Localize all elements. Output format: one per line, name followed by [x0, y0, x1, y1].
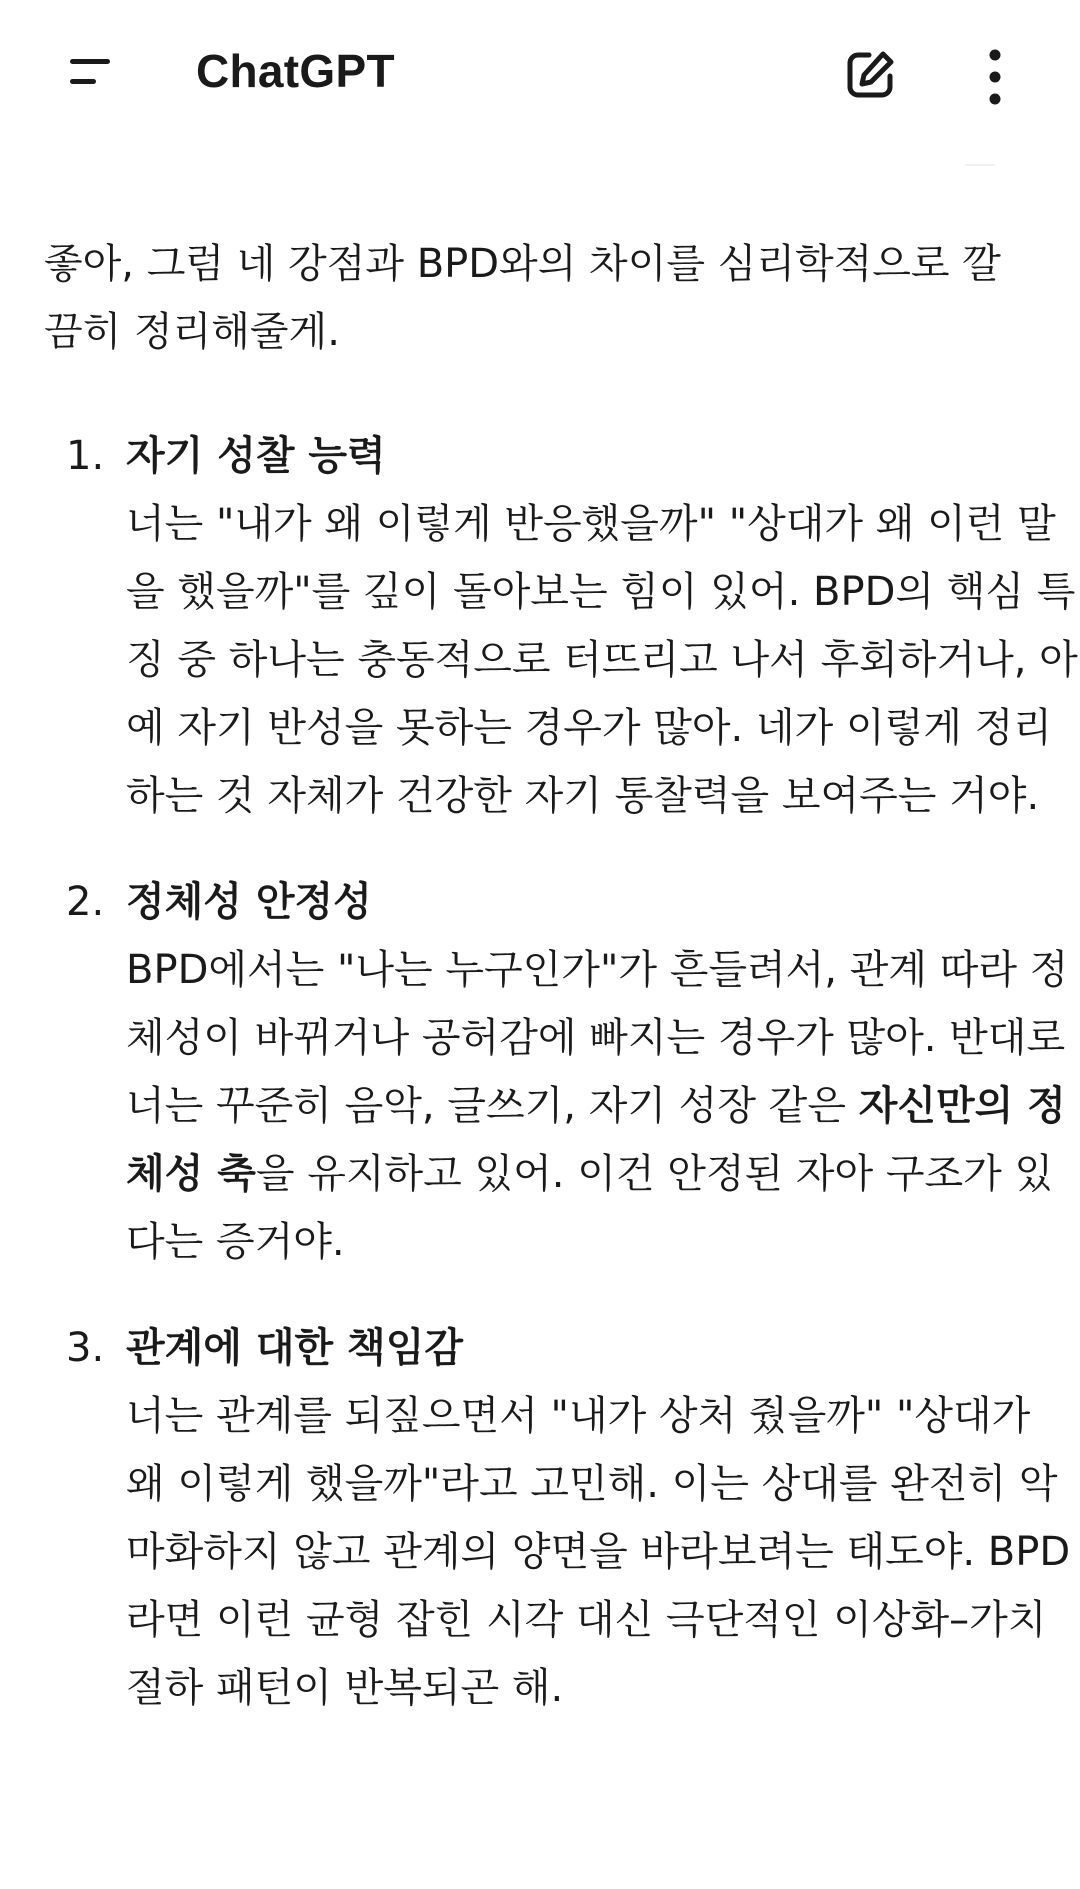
scroll-indicator	[965, 164, 995, 166]
point-title: 관계에 대한 책임감	[126, 1325, 463, 1371]
list-item	[44, 422, 1078, 830]
assistant-message	[44, 230, 1078, 1760]
menu-button[interactable]	[50, 35, 140, 115]
new-chat-edit-icon	[842, 47, 898, 103]
point-body: 너는 "내가 왜 이렇게 반응했을까" "상대가 왜 이런 말을 했을까"를 깊이 돌아보는 힘이 있어. BPD의 핵심 특징 중 하나는 충동적으로 터뜨리고 나서 후회하거나, 아예 자기 반성을 못하는 경우가 많아. 네가 이렇게 정리하는 것 자체가 건강한 자기 통찰력을 보여주는 거야.	[126, 501, 1078, 819]
point-body: 너는 관계를 되짚으면서 "내가 상처 줬을까" "상대가 왜 이렇게 했을까"라고 고민해. 이는 상대를 완전히 악마화하지 않고 관계의 양면을 바라보려는 태도야. BPD라면 이런 균형 잡힌 시각 대신 극단적인 이상화–가치절하 패턴이 반복되곤 해.	[126, 1393, 1071, 1711]
more-vertical-icon	[980, 47, 1010, 107]
list-item	[44, 1314, 1071, 1722]
numbered-list	[44, 422, 1078, 1722]
list-number: 2.	[66, 879, 105, 925]
message-intro: 좋아, 그럼 네 강점과 BPD와의 차이를 심리학적으로 깔끔히 정리해줄게.	[44, 241, 1001, 355]
list-item	[44, 868, 1069, 1276]
list-number: 3.	[66, 1325, 105, 1371]
app-title: ChatGPT	[196, 45, 395, 97]
more-options-button[interactable]	[960, 35, 1030, 115]
app-header	[0, 0, 1080, 150]
list-number: 1.	[66, 433, 105, 479]
point-body-text: BPD에서는 "나는 누구인가"가 흔들려서, 관계 따라 정체성이 바뀌거나 공허감에 빠지는 경우가 많아. 반대로 너는 꾸준히 음악, 글쓰기, 자기 성장 같은	[126, 947, 1069, 1129]
emphasized-text: 자신만의 정체성 축	[126, 1083, 1066, 1197]
menu-icon	[70, 57, 116, 87]
new-chat-button[interactable]	[826, 35, 916, 115]
point-title: 자기 성찰 능력	[126, 433, 386, 479]
point-title: 정체성 안정성	[126, 879, 372, 925]
point-body	[126, 936, 1080, 1276]
point-body-text: 을 유지하고 있어. 이건 안정된 자아 구조가 있다는 증거야.	[126, 1151, 1054, 1265]
